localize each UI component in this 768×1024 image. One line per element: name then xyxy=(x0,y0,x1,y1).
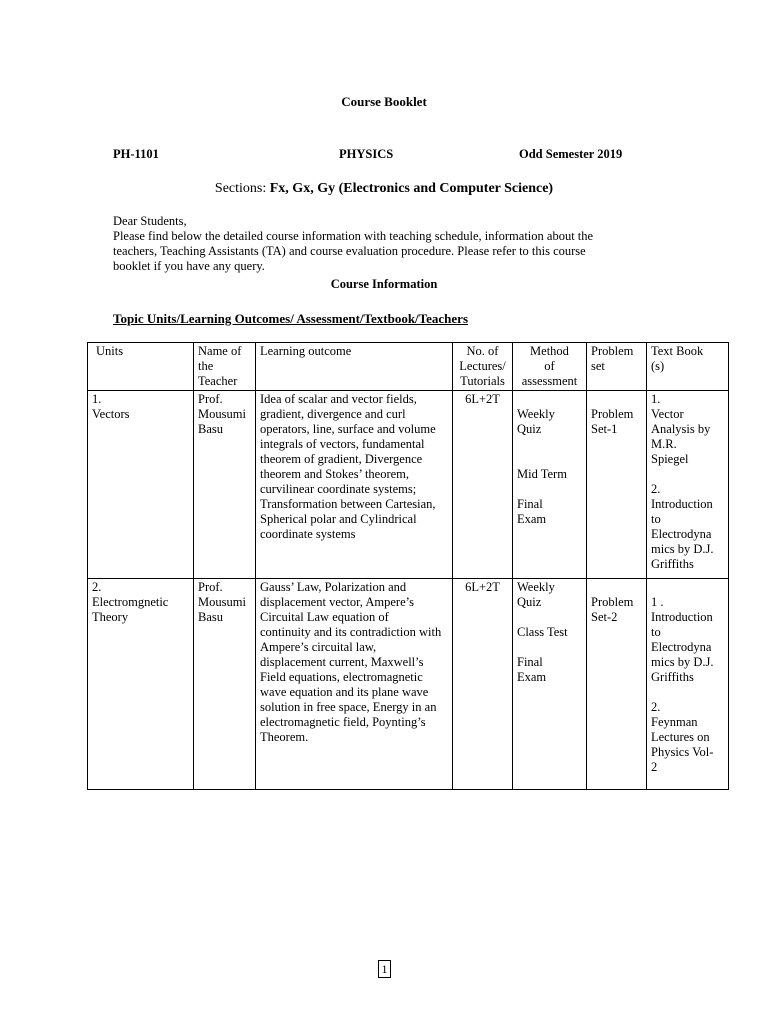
cell-line: Lectures/ xyxy=(459,359,506,373)
cell-line: Introduction xyxy=(651,497,713,511)
cell-line: Basu xyxy=(198,422,223,436)
cell-line: Prof. xyxy=(198,580,223,594)
cell-line: Electrodyna xyxy=(651,640,712,654)
cell-line: Problem xyxy=(591,344,634,358)
cell-line: Quiz xyxy=(517,595,542,609)
cell-line xyxy=(517,610,582,625)
cell-line: Theory xyxy=(92,610,129,624)
sections-line xyxy=(0,180,768,198)
cell-line xyxy=(517,392,582,407)
cell-learning-outcome xyxy=(256,579,453,790)
topic-units-heading: Topic Units/Learning Outcomes/ Assessment/Textbook/Teachers xyxy=(113,311,469,326)
cell-line: Problem xyxy=(591,595,634,609)
cell-line: Physics Vol- xyxy=(651,745,714,759)
cell-teacher xyxy=(194,579,256,790)
cell-line: of xyxy=(544,359,555,373)
cell-line: Idea of scalar and vector fields, xyxy=(260,392,417,406)
cell-line: M.R. xyxy=(651,437,677,451)
cell-lectures: 6L+2T xyxy=(453,579,513,790)
cell-line: to xyxy=(651,625,661,639)
cell-line: Exam xyxy=(517,670,547,684)
cell-problem-set xyxy=(587,391,647,579)
page-number: 1 xyxy=(378,960,391,978)
cell-line: Gauss’ Law, Polarization and xyxy=(260,580,407,594)
cell-line: Class Test xyxy=(517,625,568,639)
cell-line: Problem xyxy=(591,407,634,421)
cell-line: Mid Term xyxy=(517,467,567,481)
cell-line: 1. xyxy=(651,392,661,406)
table-header-row xyxy=(88,343,729,391)
cell-line: No. of xyxy=(466,344,499,358)
page-title: Course Booklet xyxy=(341,94,427,109)
cell-line: Prof. xyxy=(198,392,223,406)
letter-greeting: Dear Students, xyxy=(113,214,187,228)
course-semester: Odd Semester 2019 xyxy=(519,147,623,161)
cell-line: Final xyxy=(517,497,543,511)
cell-teacher xyxy=(194,391,256,579)
cell-line: Spiegel xyxy=(651,452,689,466)
cell-line: Lectures on xyxy=(651,730,710,744)
cell-line: Set-1 xyxy=(591,422,618,436)
cell-line: Text Book xyxy=(651,344,704,358)
cell-line: 2. xyxy=(92,580,102,594)
cell-line: mics by D.J. xyxy=(651,542,714,556)
cell-line: assessment xyxy=(521,374,578,388)
cell-line: (s) xyxy=(651,359,665,373)
cell-line: displacement vector, Ampere’s xyxy=(260,595,414,609)
header-teacher xyxy=(194,343,256,391)
cell-line xyxy=(517,452,582,467)
letter-line: booklet if you have any query. xyxy=(113,259,265,273)
letter xyxy=(113,214,653,274)
course-subject: PHYSICS xyxy=(339,147,394,161)
cell-line: Quiz xyxy=(517,422,542,436)
cell-lectures: 6L+2T xyxy=(453,391,513,579)
cell-line: Set-2 xyxy=(591,610,618,624)
cell-line: curvilinear coordinate systems; xyxy=(260,482,417,496)
cell-line: 2. xyxy=(651,700,661,714)
cell-line: Mousumi xyxy=(198,407,246,421)
cell-line: Weekly xyxy=(517,407,555,421)
cell-line xyxy=(651,580,724,595)
cell-line: Griffiths xyxy=(651,557,694,571)
cell-line: Spherical polar and Cylindrical xyxy=(260,512,417,526)
cell-line: Vectors xyxy=(92,407,130,421)
cell-line: wave equation and its plane wave xyxy=(260,685,429,699)
cell-learning-outcome xyxy=(256,391,453,579)
cell-line: Theorem. xyxy=(260,730,309,744)
cell-line xyxy=(517,640,582,655)
header-learning-outcome: Learning outcome xyxy=(256,343,453,391)
cell-line: theorem of gradient, Divergence xyxy=(260,452,423,466)
cell-line xyxy=(591,580,642,595)
sections-value: Fx, Gx, Gy (Electronics and Computer Science) xyxy=(269,181,554,196)
cell-line: continuity and its contradiction with xyxy=(260,625,442,639)
cell-line: the xyxy=(198,359,214,373)
cell-line: integrals of vectors, fundamental xyxy=(260,437,425,451)
table-row xyxy=(88,391,729,579)
sections-prefix: Sections: xyxy=(214,181,267,196)
cell-line: displacement current, Maxwell’s xyxy=(260,655,424,669)
cell-problem-set xyxy=(587,579,647,790)
cell-line: Electromgnetic xyxy=(92,595,169,609)
cell-method xyxy=(513,579,587,790)
cell-textbook xyxy=(647,579,729,790)
cell-line: Weekly xyxy=(517,580,555,594)
cell-line: electromagnetic field, Poynting’s xyxy=(260,715,426,729)
cell-line: operators, line, surface and volume xyxy=(260,422,436,436)
cell-line xyxy=(591,392,642,407)
cell-line xyxy=(517,437,582,452)
cell-line: Introduction xyxy=(651,610,713,624)
cell-line: Basu xyxy=(198,610,223,624)
cell-line: Method xyxy=(530,344,569,358)
cell-line: 1 . xyxy=(651,595,664,609)
cell-method xyxy=(513,391,587,579)
cell-line: 2. xyxy=(651,482,661,496)
cell-line: mics by D.J. xyxy=(651,655,714,669)
cell-unit xyxy=(88,391,194,579)
header-lectures xyxy=(453,343,513,391)
cell-line: set xyxy=(591,359,605,373)
cell-line xyxy=(651,685,724,700)
cell-unit xyxy=(88,579,194,790)
cell-line: theorem and Stokes’ theorem, xyxy=(260,467,410,481)
table-row xyxy=(88,579,729,790)
cell-line: Analysis by xyxy=(651,422,711,436)
cell-line: Vector xyxy=(651,407,684,421)
course-table xyxy=(87,342,729,790)
course-information-heading: Course Information xyxy=(330,277,438,291)
course-code: PH-1101 xyxy=(113,147,159,161)
cell-line: Tutorials xyxy=(460,374,505,388)
header-method xyxy=(513,343,587,391)
cell-line: Griffiths xyxy=(651,670,694,684)
cell-line: Teacher xyxy=(198,374,238,388)
letter-line: teachers, Teaching Assistants (TA) and course evaluation procedure. Please refer to this course xyxy=(113,244,586,258)
header-problem-set xyxy=(587,343,647,391)
header-textbook xyxy=(647,343,729,391)
letter-line: Please find below the detailed course information with teaching schedule, information about the xyxy=(113,229,594,243)
cell-line: to xyxy=(651,512,661,526)
cell-line: 1. xyxy=(92,392,102,406)
cell-line: Transformation between Cartesian, xyxy=(260,497,436,511)
cell-line: Feynman xyxy=(651,715,698,729)
cell-textbook xyxy=(647,391,729,579)
cell-line: Electrodyna xyxy=(651,527,712,541)
cell-line: Field equations, electromagnetic xyxy=(260,670,423,684)
cell-line: Mousumi xyxy=(198,595,246,609)
cell-line xyxy=(517,482,582,497)
header-units: Units xyxy=(88,343,194,391)
cell-line: 2 xyxy=(651,760,658,774)
cell-line: Circuital Law equation of xyxy=(260,610,389,624)
cell-line: solution in free space, Energy in an xyxy=(260,700,437,714)
cell-line xyxy=(651,467,724,482)
cell-line: coordinate systems xyxy=(260,527,356,541)
cell-line: Ampere’s circuital law, xyxy=(260,640,377,654)
cell-line: Exam xyxy=(517,512,547,526)
cell-line: Name of xyxy=(198,344,242,358)
cell-line: Final xyxy=(517,655,543,669)
cell-line: gradient, divergence and curl xyxy=(260,407,406,421)
